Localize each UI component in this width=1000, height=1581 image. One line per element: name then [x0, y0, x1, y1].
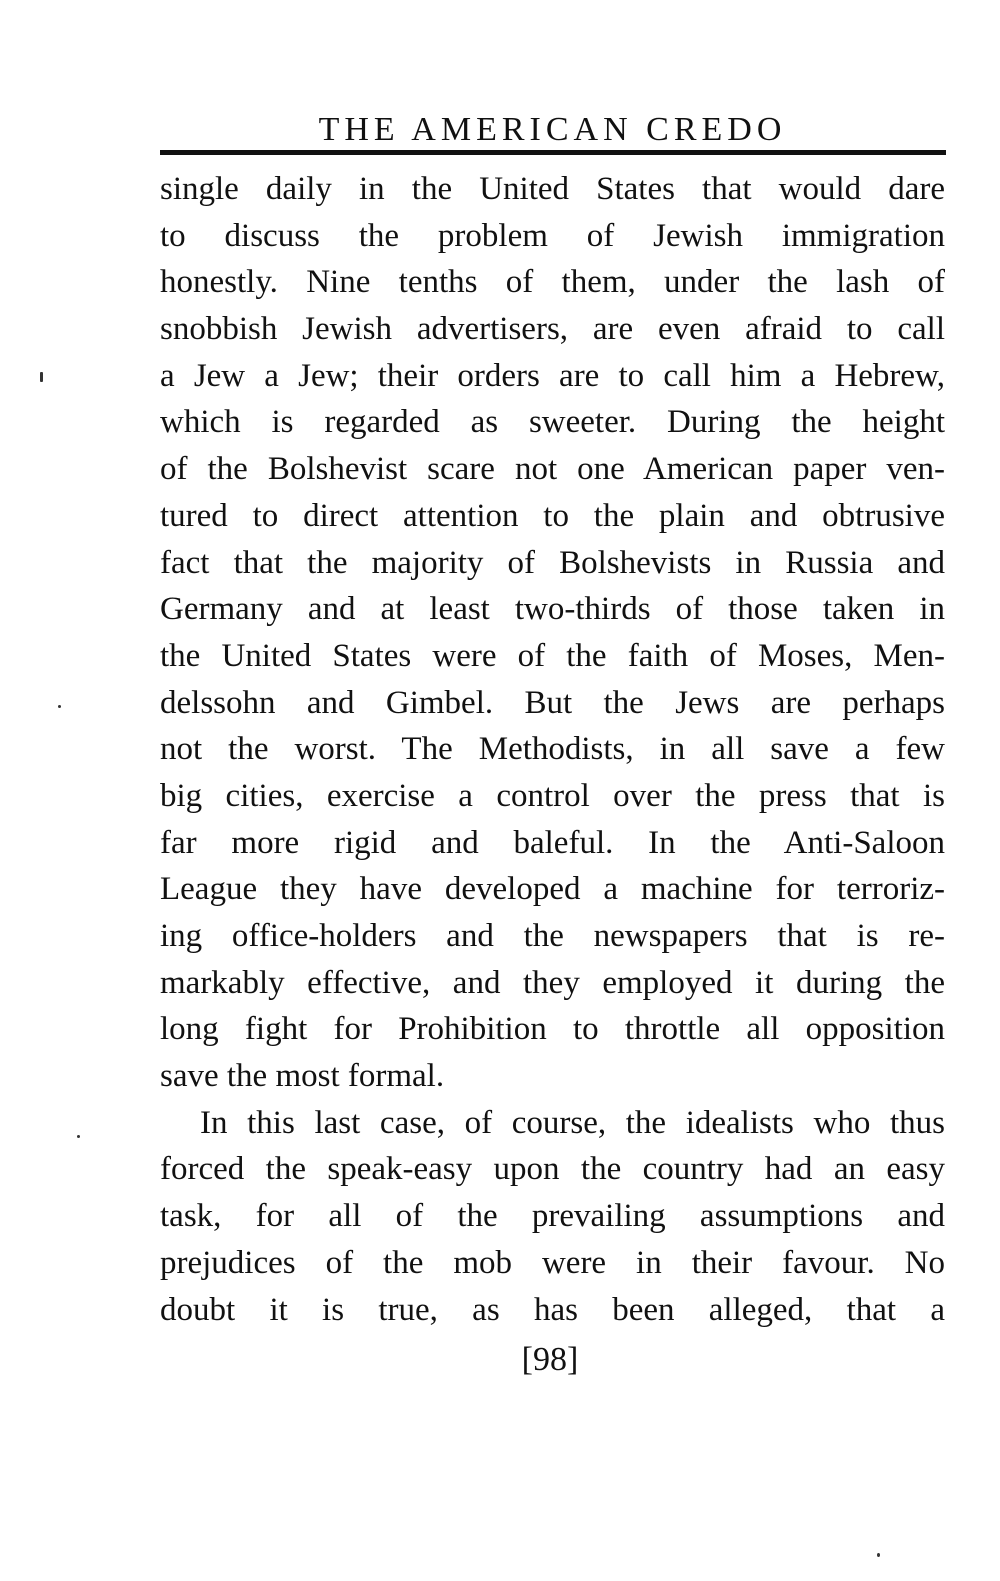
- text-line: single daily in the United States that would dare: [160, 171, 945, 207]
- body-text: [160, 166, 945, 1333]
- text-line: the United States were of the faith of Moses, Men-: [160, 637, 945, 674]
- text-line: markably effective, and they employed it during the: [160, 964, 945, 1001]
- text-line: far more rigid and baleful. In the Anti-Saloon: [160, 824, 945, 861]
- scan-speck: [40, 372, 43, 382]
- text-line: forced the speak-easy upon the country had an easy: [160, 1151, 945, 1188]
- text-line: doubt it is true, as has been alleged, that a: [160, 1291, 945, 1328]
- text-line: to discuss the problem of Jewish immigration: [160, 217, 945, 254]
- text-line: honestly. Nine tenths of them, under the lash of: [160, 264, 945, 301]
- page-number: [98]: [521, 1341, 579, 1378]
- text-line: save the most formal.: [160, 1058, 445, 1095]
- text-line: snobbish Jewish advertisers, are even afraid to call: [160, 311, 945, 348]
- text-line: big cities, exercise a control over the press that is: [160, 777, 945, 814]
- text-line: prejudices of the mob were in their favour. No: [160, 1244, 945, 1281]
- scan-speck: [877, 1553, 880, 1557]
- paragraph-2: [160, 1100, 945, 1333]
- text-line: Germany and at least two-thirds of those taken in: [160, 591, 945, 628]
- text-line: fact that the majority of Bolshevists in Russia and: [160, 544, 945, 581]
- text-line: delssohn and Gimbel. But the Jews are perhaps: [160, 684, 945, 721]
- scan-speck: [58, 705, 61, 708]
- text-line: tured to direct attention to the plain and obtrusive: [160, 497, 945, 534]
- text-line: a Jew a Jew; their orders are to call him a Hebrew,: [160, 357, 945, 394]
- text-line: League they have developed a machine for terroriz-: [160, 871, 945, 908]
- scan-speck: [77, 1135, 80, 1138]
- text-line: which is regarded as sweeter. During the height: [160, 404, 945, 441]
- text-line: task, for all of the prevailing assumptions and: [160, 1198, 945, 1235]
- text-line: not the worst. The Methodists, in all save a few: [160, 731, 945, 768]
- text-line: In this last case, of course, the idealists who thus: [200, 1104, 945, 1141]
- text-line: of the Bolshevist scare not one American paper ven-: [160, 451, 945, 488]
- text-line: long fight for Prohibition to throttle all opposition: [160, 1011, 945, 1048]
- header-rule: [160, 150, 946, 155]
- running-head: THE AMERICAN CREDO: [318, 111, 787, 148]
- paragraph-1: [160, 166, 945, 1100]
- text-line: ing office-holders and the newspapers that is re-: [160, 918, 945, 954]
